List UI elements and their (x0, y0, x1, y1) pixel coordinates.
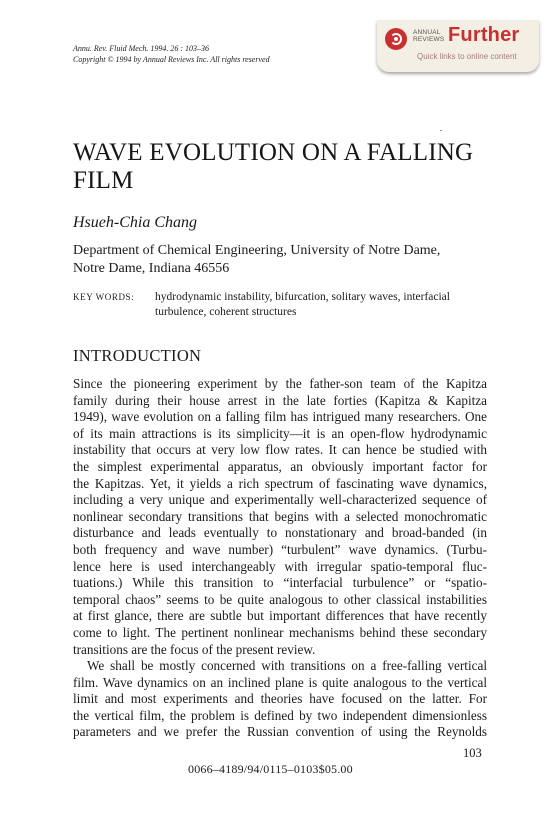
text-line: the Kapitzas. Yet, it yields a rich spectrum of fascinating wave dynamics, (73, 475, 487, 491)
key-words-label: KEY WORDS: (73, 292, 135, 302)
text-line: at first glance, there are subtle but important differences that have recently (73, 608, 487, 624)
key-words-line: turbulence, coherent structures (155, 306, 297, 318)
title-line: WAVE EVOLUTION ON A FALLING (73, 139, 474, 166)
text-line: both frequency and wave number) “turbulent” wave dynamics. (Turbu- (73, 541, 487, 557)
journal-citation: Annu. Rev. Fluid Mech. 1994. 26 : 103–36 (73, 44, 210, 53)
text-line: the vertical film, the problem is defined by two independent dimensionless (73, 707, 487, 723)
text-line: 1949), wave evolution on a falling film has intrigued many researchers. One (73, 409, 487, 425)
copyright-notice: Copyright © 1994 by Annual Reviews Inc. All rights reserved (73, 55, 270, 64)
page-number: 103 (463, 746, 482, 760)
author-name: Hsueh-Chia Chang (73, 214, 197, 231)
text-line: temporal chaos” seems to be quite analogous to other classical instabilities (73, 591, 487, 607)
affiliation-line: Department of Chemical Engineering, University of Notre Dame, (73, 243, 441, 258)
text-line: Since the pioneering experiment by the father-son team of the Kapitza (73, 376, 487, 391)
text-line: lence here is used interchangeably with irregular spatio-temporal fluc- (73, 558, 487, 574)
article-title (73, 139, 513, 195)
text-line: including a very unique and experimentally well-characterized sequence of (73, 492, 487, 508)
text-line: disturbance and leads eventually to nonstationary and broad-banded (in (73, 525, 487, 541)
section-heading-introduction: INTRODUCTION (73, 346, 202, 365)
journal-reference (73, 43, 270, 65)
further-banner[interactable] (377, 20, 539, 72)
intro-paragraph-2 (73, 658, 487, 741)
text-line: of its main attractions is its simplicity—it is an open-flow hydrodynamic (73, 425, 487, 441)
text-line: We shall be mostly concerned with transitions on a free-falling vertical (87, 658, 487, 673)
text-line: limit and most experiments and theories have focused on the latter. For (73, 691, 487, 707)
intro-paragraph-1 (73, 376, 487, 658)
key-words (155, 290, 495, 320)
further-label: Further (448, 24, 520, 46)
further-subtitle: Quick links to online content (417, 52, 517, 61)
text-line: the simplest experimental apparatus, an obviously important factor for (73, 458, 487, 474)
text-line: transitions are the focus of the present review. (73, 641, 316, 657)
affiliation-line: Notre Dame, Indiana 46556 (73, 261, 230, 276)
text-line: family during their house arrest in the late forties (Kapitza & Kapitza (73, 392, 487, 408)
text-line: come to light. The pertinent nonlinear mechanisms behind these secondary (73, 624, 487, 640)
title-line: FILM (73, 167, 134, 194)
author-affiliation (73, 242, 513, 278)
text-line: tuations.) While this transition to “interfacial turbulence” or “spatio- (73, 575, 487, 591)
annual-reviews-wordmark: ANNUAL REVIEWS (413, 29, 445, 43)
text-line: parameters and we prefer the Russian convention of using the Reynolds (73, 724, 487, 740)
text-line: film. Wave dynamics on an inclined plane is quite analogous to the vertical (73, 674, 487, 690)
text-line: nonlinear secondary transitions that begins with a selected monochromatic (73, 508, 487, 524)
text-line: instability that occurs at very low flow rates. It can hence be studied with (73, 442, 487, 458)
key-words-line: hydrodynamic instability, bifurcation, solitary waves, interfacial (155, 291, 450, 303)
scan-speck (440, 130, 442, 131)
fee-code: 0066–4189/94/0115–0103$05.00 (188, 762, 353, 776)
annual-reviews-logo-icon (385, 28, 407, 50)
